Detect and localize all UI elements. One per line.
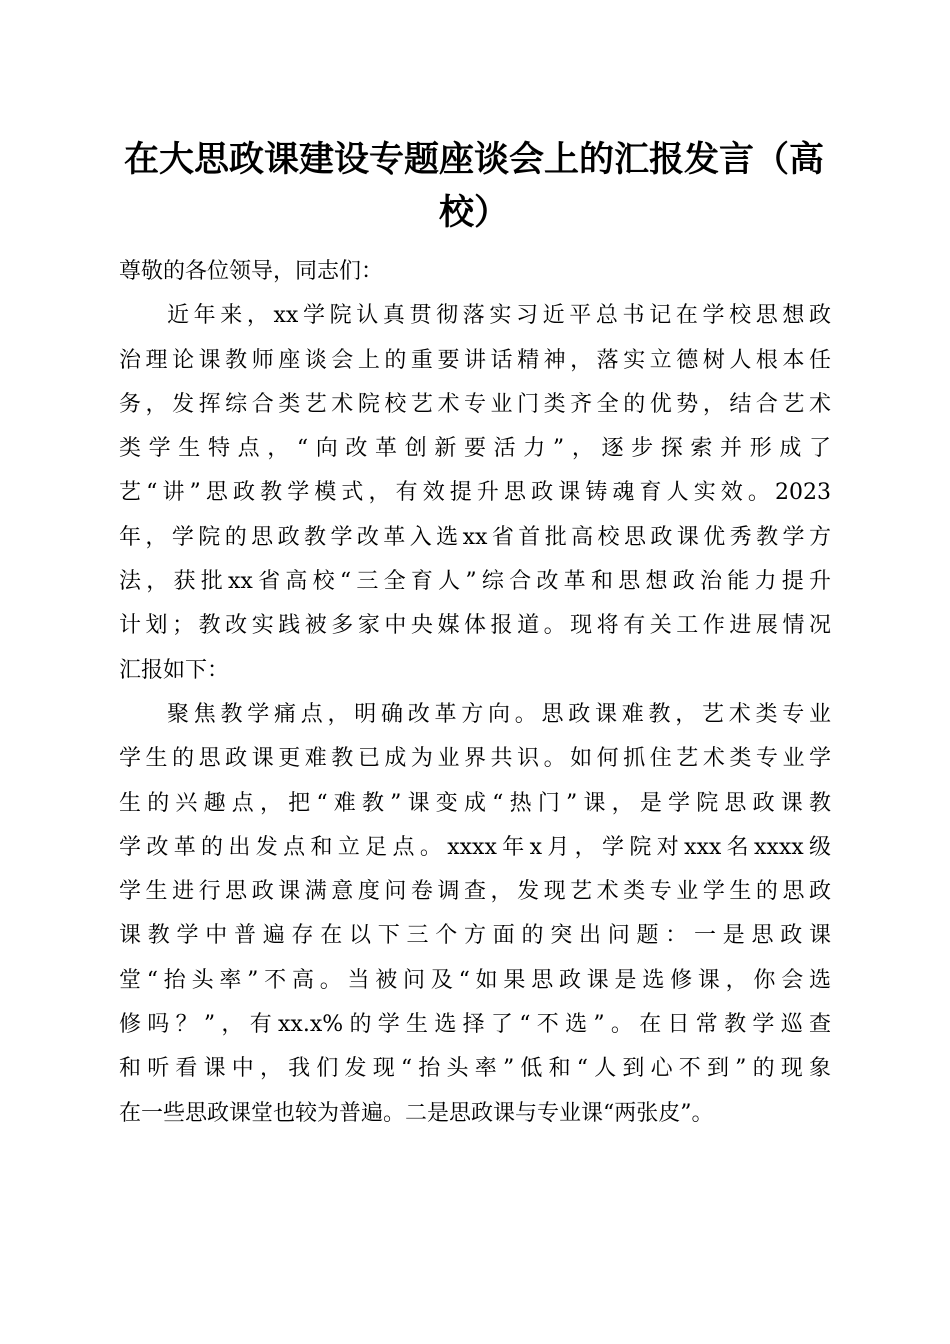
paragraph-line: 在一些思政课堂也较为普遍。二是思政课与专业课“两张皮”。	[119, 1100, 714, 1126]
paragraph-line: 近年来，xx学院认真贯彻落实习近平总书记在学校思想政	[167, 303, 831, 329]
paragraph-line: 治理论课教师座谈会上的重要讲话精神，落实立德树人根本任	[119, 347, 831, 373]
paragraph-line: 艺“讲”思政教学模式，有效提升思政课铸魂育人实效。2023	[119, 480, 831, 506]
paragraph-line: 聚焦教学痛点，明确改革方向。思政课难教，艺术类专业	[167, 701, 831, 727]
paragraph-line: 和听看课中，我们发现“抬头率”低和“人到心不到”的现象	[119, 1056, 831, 1082]
paragraph-line: 法，获批xx省高校“三全育人”综合改革和思想政治能力提升	[119, 569, 831, 595]
document-body	[119, 250, 831, 1136]
paragraph-line: 学改革的出发点和立足点。xxxx年x月，学院对xxx名xxxx级	[119, 834, 831, 860]
paragraph-line: 类学生特点，“向改革创新要活力”，逐步探索并形成了	[119, 436, 831, 462]
paragraph-line: 生的兴趣点，把“难教”课变成“热门”课，是学院思政课教	[119, 790, 831, 816]
paragraph-line: 堂“抬头率”不高。当被问及“如果思政课是选修课，你会选	[119, 967, 831, 993]
paragraph-line: 学生的思政课更难教已成为业界共识。如何抓住艺术类专业学	[119, 746, 831, 772]
paragraph-line: 修吗？”，有xx.x%的学生选择了“不选”。在日常教学巡查	[119, 1012, 831, 1038]
paragraph-intro	[119, 294, 831, 693]
paragraph-line: 年，学院的思政教学改革入选xx省首批高校思政课优秀教学方	[119, 524, 831, 550]
paragraph-line: 汇报如下：	[119, 657, 230, 683]
paragraph-pain-points	[119, 693, 831, 1136]
paragraph-line: 学生进行思政课满意度问卷调查，发现艺术类专业学生的思政	[119, 879, 831, 905]
paragraph-line: 课教学中普遍存在以下三个方面的突出问题：一是思政课	[119, 923, 831, 949]
greeting-line: 尊敬的各位领导，同志们：	[119, 259, 384, 284]
paragraph-line: 计划；教改实践被多家中央媒体报道。现将有关工作进展情况	[119, 613, 831, 639]
paragraph-line: 务，发挥综合类艺术院校艺术专业门类齐全的优势，结合艺术	[119, 391, 831, 417]
document-title: 在大思政课建设专题座谈会上的汇报发言（高校）	[123, 139, 824, 233]
